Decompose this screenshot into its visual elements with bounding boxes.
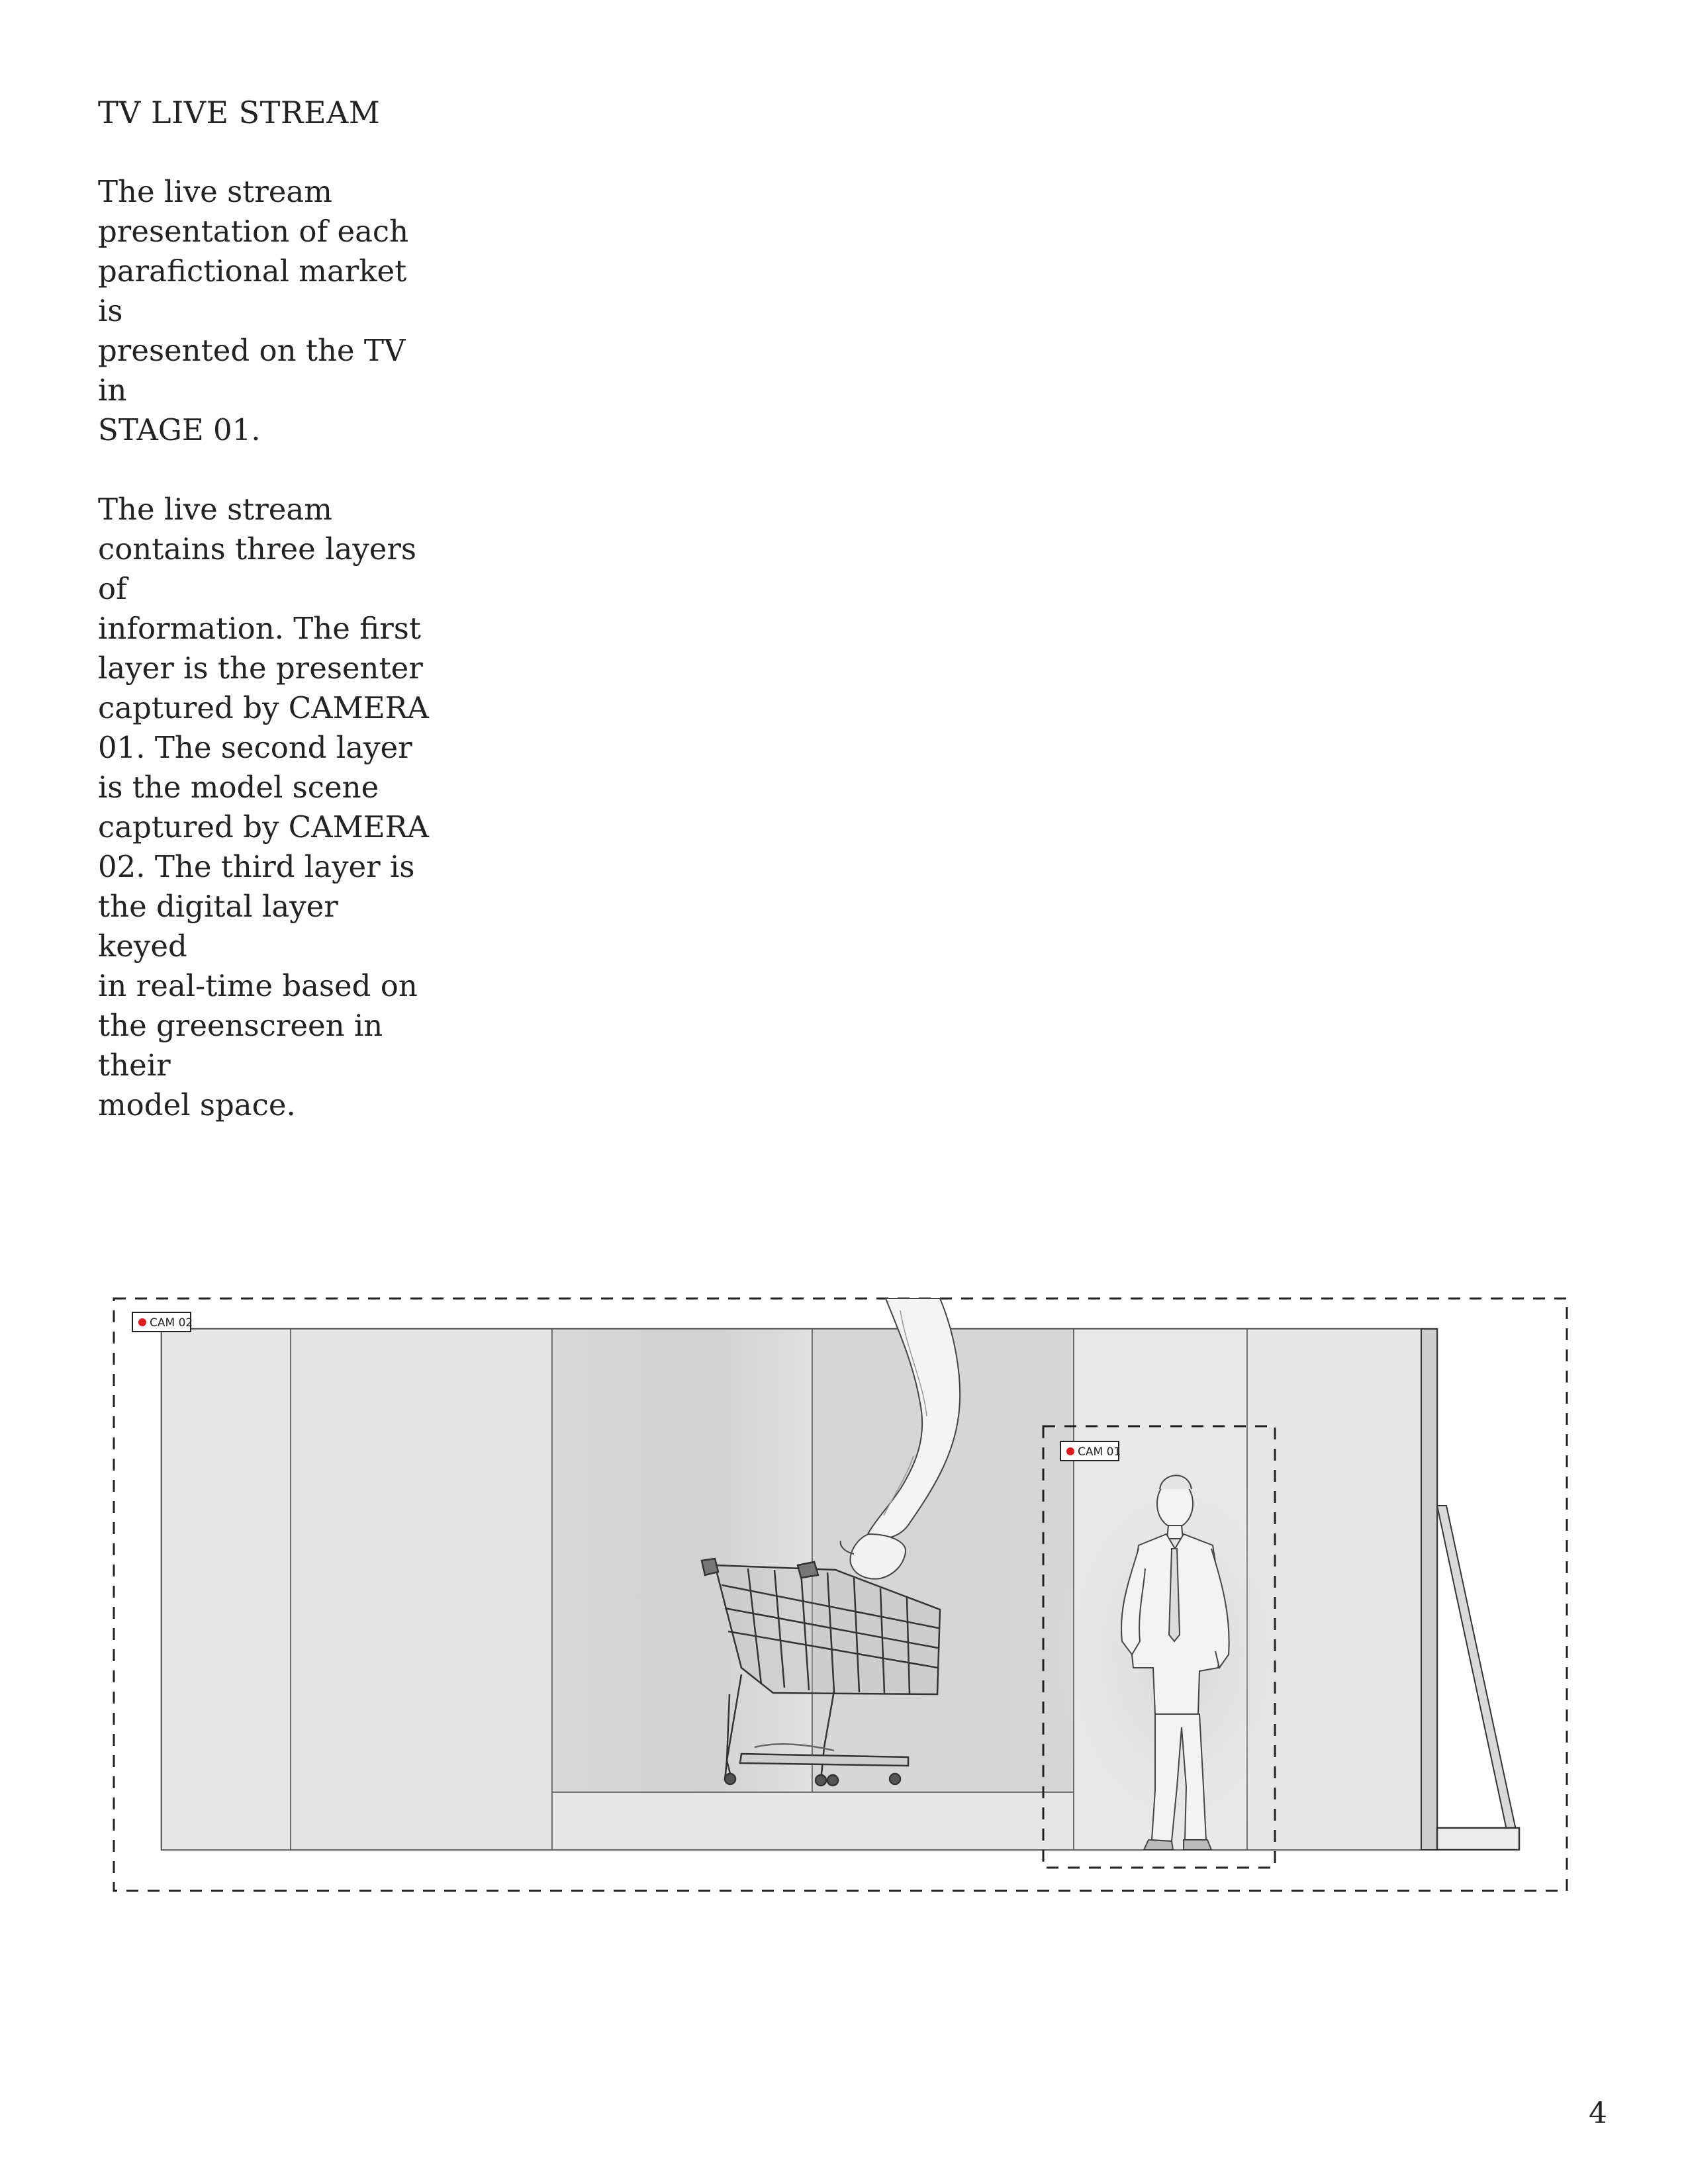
cam01-badge <box>1060 1441 1121 1461</box>
section-heading: TV LIVE STREAM <box>98 95 381 130</box>
cam02-label: CAM 02 <box>150 1316 193 1330</box>
paragraph-intro: The live stream presentation of each parafictional market is presented on the TV in STAGE 01. <box>98 174 409 447</box>
recording-dot-icon <box>1066 1447 1074 1455</box>
page-number: 4 <box>1589 2097 1607 2130</box>
side-brace <box>1437 1506 1519 1850</box>
recording-dot-icon <box>138 1318 146 1326</box>
paragraph-layers: The live stream contains three layers of information. The first layer is the presenter captured by CAMERA 01. The second layer is the model scene captured by CAMERA 02. The third layer is the digital layer keyed in real-time based on the greenscreen in their model space. <box>98 492 429 1122</box>
cam01-label: CAM 01 <box>1078 1445 1121 1459</box>
cam02-badge <box>132 1312 193 1332</box>
